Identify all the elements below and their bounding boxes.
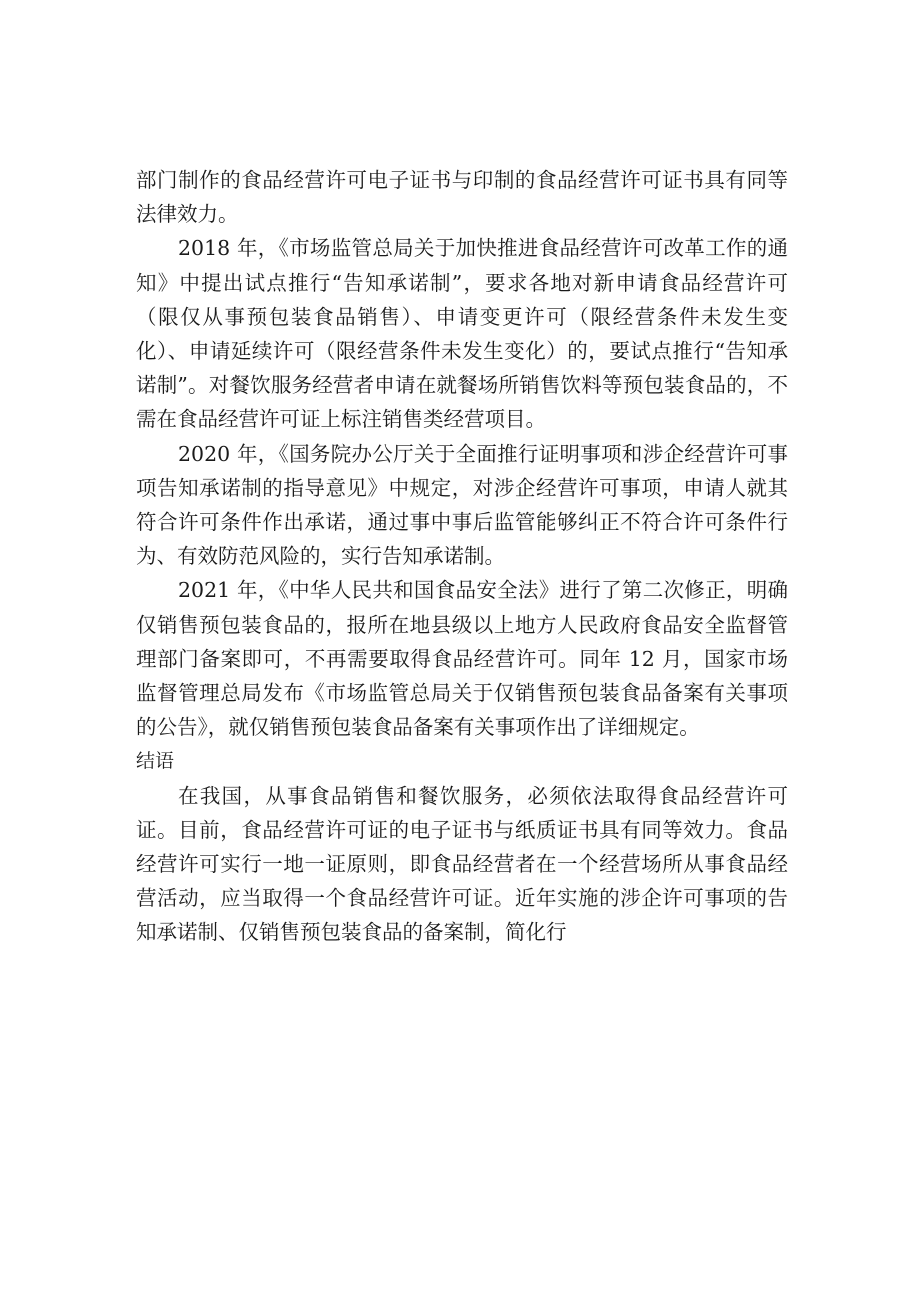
paragraph-conclusion: 在我国，从事食品销售和餐饮服务，必须依法取得食品经营许可证。目前，食品经营许可证的电子证书与纸质证书具有同等效力。食品经营许可实行一地一证原则，即食品经营者在一个经营场所从事食品经营活动，应当取得一个食品经营许可证。近年实施的涉企许可事项的告知承诺制、仅销售预包装食品的备案制，简化行: [136, 783, 788, 945]
paragraph-2020: 2020 年，《国务院办公厅关于全面推行证明事项和涉企经营许可事项告知承诺制的指导意见》中规定，对涉企经营许可事项，申请人就其符合许可条件作出承诺，通过事中事后监管能够纠正不符合许可条件行为、有效防范风险的，实行告知承诺制。: [136, 441, 788, 569]
document-body: [136, 163, 788, 950]
paragraph-continuation: 部门制作的食品经营许可电子证书与印制的食品经营许可证书具有同等法律效力。: [136, 168, 788, 227]
paragraph-2018: 2018 年，《市场监管总局关于加快推进食品经营许可改革工作的通知》中提出试点推行“告知承诺制”，要求各地对新申请食品经营许可（限仅从事预包装食品销售）、申请变更许可（限经营条件未发生变化）、申请延续许可（限经营条件未发生变化）的，要试点推行“告知承诺制”。对餐饮服务经营者申请在就餐场所销售饮料等预包装食品的，不需在食品经营许可证上标注销售类经营项目。: [136, 236, 788, 432]
paragraph-2021: 2021 年，《中华人民共和国食品安全法》进行了第二次修正，明确仅销售预包装食品的，报所在地县级以上地方人民政府食品安全监督管理部门备案即可，不再需要取得食品经营许可。同年 12 月，国家市场监督管理总局发布《市场监管总局关于仅销售预包装食品备案有关事项的公告》，就仅销售预包装食品备案有关事项作出了详细规定。: [136, 578, 788, 740]
section-heading: 结语: [136, 750, 175, 773]
